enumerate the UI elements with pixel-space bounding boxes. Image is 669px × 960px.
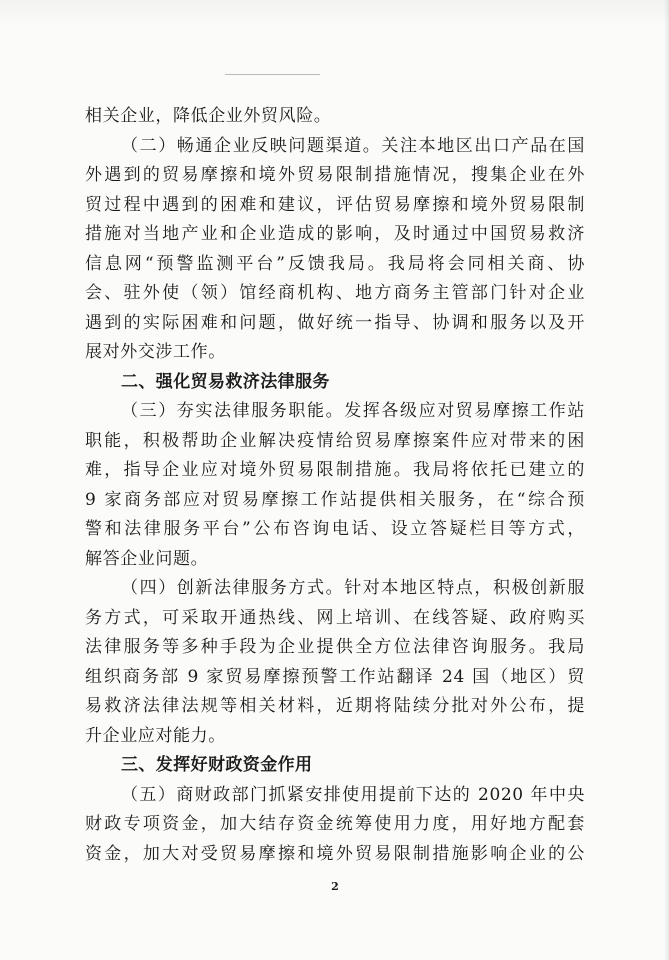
text-line: 信息网“预警监测平台”反馈我局。我局将会同相关商、协 xyxy=(85,253,585,274)
text-line: 措施对当地产业和企业造成的影响，及时通过中国贸易救济 xyxy=(85,224,585,244)
text-line: 组织商务部 9 家贸易摩擦预警工作站翻译 24 国（地区）贸 xyxy=(85,666,585,687)
text-line: 遇到的实际困难和问题，做好统一指导、协调和服务以及开 xyxy=(85,312,585,333)
paragraph-5-first-line: （五）商财政部门抓紧安排使用提前下达的 2020 年中央 xyxy=(121,784,585,805)
text-line: 相关企业，降低企业外贸风险。 xyxy=(85,106,332,126)
paragraph-2-first-line: （二）畅通企业反映问题渠道。关注本地区出口产品在国 xyxy=(121,135,585,156)
page-number: 2 xyxy=(331,880,339,893)
text-line: 务方式，可采取开通热线、网上培训、在线答疑、政府购买 xyxy=(85,607,585,628)
text-line: 升企业应对能力。 xyxy=(85,725,226,746)
text-line: 法律服务等多种手段为企业提供全方位法律咨询服务。我局 xyxy=(85,637,585,657)
text-line: 9 家商务部应对贸易摩擦工作站提供相关服务，在“综合预 xyxy=(85,489,585,510)
text-line: 会、驻外使（领）馆经商机构、地方商务主管部门针对企业 xyxy=(85,283,585,303)
text-line: 难，指导企业应对境外贸易限制措施。我局将依托已建立的 xyxy=(85,460,585,480)
text-line: 解答企业问题。 xyxy=(85,548,209,569)
top-rule xyxy=(225,74,320,75)
text-line: 展对外交涉工作。 xyxy=(85,342,226,362)
scan-noise-band xyxy=(0,0,669,26)
text-line: 资金，加大对受贸易摩擦和境外贸易限制措施影响企业的公 xyxy=(85,843,585,864)
text-line: 财政专项资金，加大结存资金统筹使用力度，用好地方配套 xyxy=(85,814,585,834)
text-line: 外遇到的贸易摩擦和境外贸易限制措施情况，搜集企业在外 xyxy=(85,165,585,185)
text-line: 贸过程中遇到的困难和建议，评估贸易摩擦和境外贸易限制 xyxy=(85,194,585,215)
text-line: 警和法律服务平台”公布咨询电话、设立答疑栏目等方式， xyxy=(85,519,585,539)
section-heading-3: 三、发挥好财政资金作用 xyxy=(121,755,313,775)
section-heading-2: 二、强化贸易救济法律服务 xyxy=(121,371,330,392)
paragraph-4-first-line: （四）创新法律服务方式。针对本地区特点，积极创新服 xyxy=(121,578,585,598)
text-line: 易救济法律法规等相关材料，近期将陆续分批对外公布，提 xyxy=(85,696,585,716)
paragraph-3-first-line: （三）夯实法律服务职能。发挥各级应对贸易摩擦工作站 xyxy=(121,401,585,421)
page-edge-shadow xyxy=(664,0,669,960)
text-line: 职能，积极帮助企业解决疫情给贸易摩擦案件应对带来的困 xyxy=(85,430,585,451)
